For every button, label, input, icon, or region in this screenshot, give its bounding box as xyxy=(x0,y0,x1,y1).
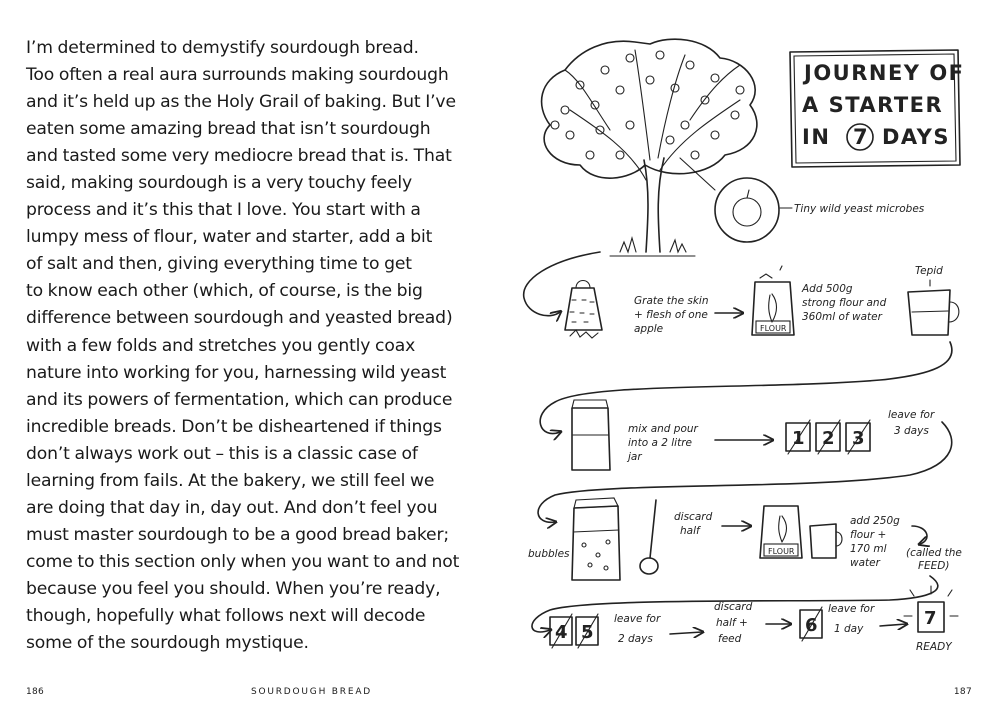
add-feed-line-4: water xyxy=(850,557,880,569)
body-text-line: though, hopefully what follows next will decode xyxy=(26,605,426,626)
day-3: 3 xyxy=(852,428,865,449)
day-1: 1 xyxy=(792,428,805,449)
discard-feed-line-1: discard xyxy=(714,601,753,613)
discard-text-line-2: half xyxy=(680,525,700,537)
body-text-line: to know each other (which, of course, is the big xyxy=(26,281,423,302)
tepid-label: Tepid xyxy=(915,265,943,277)
title-line-4: DAYS xyxy=(882,125,951,149)
day-6-box xyxy=(800,607,822,641)
add-flour-line-2: strong flour and xyxy=(802,297,887,309)
leave-2-days-line-1: leave for xyxy=(614,613,661,625)
apple-tree-drawing xyxy=(542,39,757,256)
grate-text-line-2: + flesh of one xyxy=(634,309,708,321)
add-flour-line-1: Add 500g xyxy=(802,283,853,295)
body-text-line: eaten some amazing bread that isn’t sourdough xyxy=(26,119,431,140)
body-text-line: difference between sourdough and yeasted bread) xyxy=(26,308,453,329)
body-text-line: learning from fails. At the bakery, we still feel we xyxy=(26,470,435,491)
body-text-line: of salt and then, giving everything time to get xyxy=(26,254,412,275)
step-1-row xyxy=(565,265,959,338)
leave-1-day-line-2: 1 day xyxy=(834,623,864,635)
apple-magnified-drawing xyxy=(680,158,925,242)
body-text-line: said, making sourdough is a very touchy feely xyxy=(26,173,413,194)
day-2: 2 xyxy=(822,428,835,449)
water-jug-drawing xyxy=(908,280,959,335)
body-text-line: process and it’s this that I love. You start with a xyxy=(26,200,421,221)
leave-3-days-line-1: leave for xyxy=(888,409,935,421)
body-text-line: must master sourdough to be a good bread baker; xyxy=(26,524,449,545)
flour-bag-2-drawing xyxy=(760,506,802,558)
starter-journey-illustration xyxy=(510,30,970,670)
title-box xyxy=(790,50,965,167)
ready-label: READY xyxy=(916,641,952,653)
grate-text-line-3: apple xyxy=(634,323,664,335)
body-text-line: and its powers of fermentation, which can produce xyxy=(26,389,453,410)
flour-bag-label-2: FLOUR xyxy=(768,547,795,556)
body-text-line: I’m determined to demystify sourdough bread. xyxy=(26,38,419,58)
title-day-number: 7 xyxy=(853,125,870,149)
discard-feed-line-2: half + xyxy=(716,617,748,629)
feed-note-line-2: FEED) xyxy=(918,560,950,572)
body-text-line: are doing that day in, day out. And don’t feel you xyxy=(26,497,438,518)
bubbles-label: bubbles xyxy=(528,548,570,560)
day-7-ready-box xyxy=(904,586,958,653)
body-text-line: and tasted some very mediocre bread that is. That xyxy=(26,146,452,167)
body-text xyxy=(26,35,460,657)
body-text-line: and it’s held up as the Holy Grail of baking. But I’ve xyxy=(26,92,456,113)
day-7: 7 xyxy=(924,608,937,629)
flour-bag-drawing xyxy=(752,266,794,335)
step-4-row xyxy=(550,586,958,653)
discard-feed-line-3: feed xyxy=(718,633,742,645)
bubbling-jar-drawing xyxy=(572,498,620,580)
body-text-line: because you feel you should. When you’re ready, xyxy=(26,578,441,599)
page-number-right: 187 xyxy=(953,687,972,697)
days-1-3-boxes xyxy=(786,420,870,454)
add-feed-line-2: flour + xyxy=(850,529,887,541)
add-flour-line-3: 360ml of water xyxy=(802,311,882,323)
body-text-line: with a few folds and stretches you gently coax xyxy=(26,335,416,356)
leave-3-days-line-2: 3 days xyxy=(894,425,929,437)
leave-2-days-line-2: 2 days xyxy=(618,633,653,645)
feed-note-line-1: (called the xyxy=(906,547,962,559)
glass-jar-drawing xyxy=(572,400,610,470)
title-line-1: JOURNEY OF xyxy=(804,61,965,85)
day-6: 6 xyxy=(805,615,818,636)
body-text-line: don’t always work out – this is a classic case of xyxy=(26,443,418,464)
body-text-line: lumpy mess of flour, water and starter, add a bit xyxy=(26,227,433,248)
body-text-line: come to this section only when you want to and not xyxy=(26,551,460,572)
title-line-2: A STARTER xyxy=(802,93,944,117)
add-feed-line-3: 170 ml xyxy=(850,543,887,555)
body-text-line: incredible breads. Don’t be disheartened if things xyxy=(26,416,442,437)
title-line-3: IN xyxy=(802,125,831,149)
body-text-line: nature into working for you, harnessing wild yeast xyxy=(26,362,447,383)
add-feed-line-1: add 250g xyxy=(850,515,900,527)
small-jug-drawing xyxy=(810,524,842,558)
body-text-line: Too often a real aura surrounds making sourdough xyxy=(26,65,449,86)
page-number-left: 186 xyxy=(26,687,45,697)
day-4: 4 xyxy=(555,622,568,643)
running-head: SOURDOUGH BREAD xyxy=(250,687,373,697)
ladle-drawing xyxy=(640,500,658,574)
mix-text-line-2: into a 2 litre xyxy=(628,437,692,449)
grater-drawing xyxy=(565,281,602,339)
discard-text-line-1: discard xyxy=(674,511,713,523)
leave-1-day-line-1: leave for xyxy=(828,603,875,615)
microbes-label: Tiny wild yeast microbes xyxy=(794,203,925,215)
body-text-line: some of the sourdough mystique. xyxy=(26,633,309,654)
grate-text-line-1: Grate the skin xyxy=(634,295,709,307)
mix-text-line-1: mix and pour xyxy=(628,423,698,435)
step-3-row xyxy=(528,498,962,580)
flour-bag-label-1: FLOUR xyxy=(760,324,787,333)
mix-text-line-3: jar xyxy=(628,451,642,463)
step-2-row xyxy=(572,400,935,470)
day-5: 5 xyxy=(581,622,594,643)
days-4-5-boxes xyxy=(550,614,598,648)
